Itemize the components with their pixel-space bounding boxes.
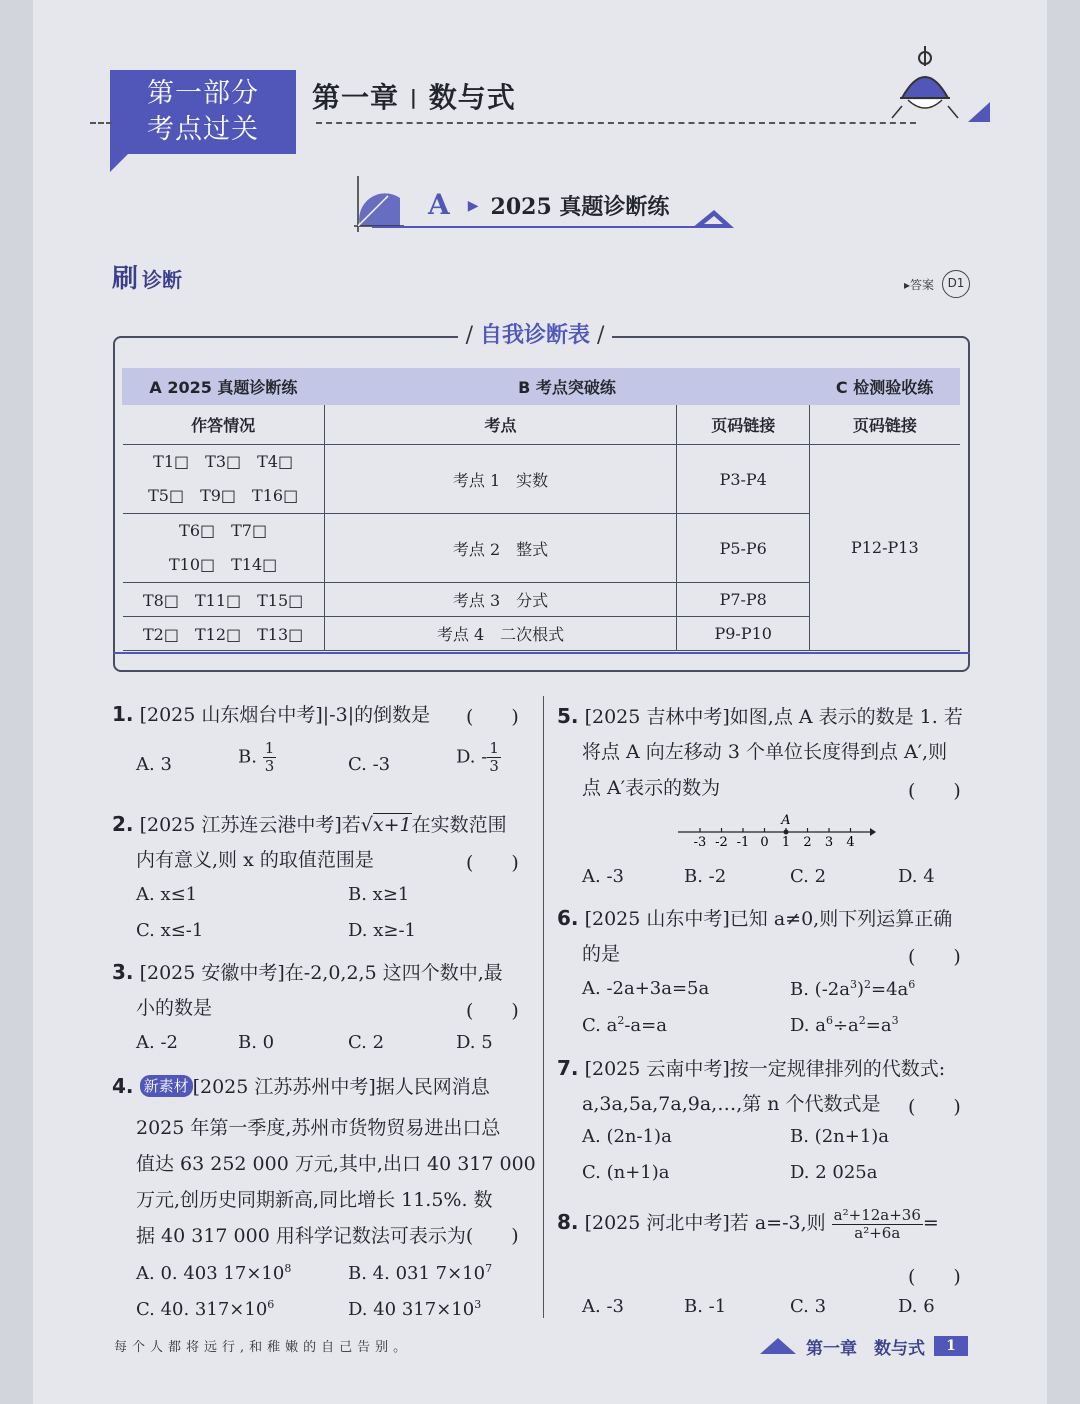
question-number: 1.	[112, 702, 134, 726]
option-b[interactable]: B. x≥1	[348, 884, 410, 905]
page-number: 1	[934, 1336, 968, 1356]
question-4: 4. 新素材 [2025 江苏苏州中考]据人民网消息	[112, 1074, 490, 1098]
table-row	[123, 445, 960, 514]
option-d[interactable]: D. 4	[898, 866, 935, 887]
answer-paren[interactable]: ( )	[908, 1096, 961, 1118]
row-questions[interactable]: T2□ T12□ T13□	[123, 617, 325, 651]
question-7: 7. [2025 云南中考]按一定规律排列的代数式:	[557, 1056, 946, 1080]
fraction-expr: $\frac{\text{a²+12a+36}}{\text{a²+6a}}$	[833, 1205, 921, 1242]
option-a[interactable]: A. -3	[582, 1296, 624, 1317]
diagnosis-text: 诊断	[142, 268, 183, 292]
group-a-header: A 2025 真题诊断练	[123, 369, 325, 405]
shua-char: 刷	[112, 264, 139, 294]
row-point: 考点 4 二次根式	[324, 617, 677, 651]
option-c[interactable]: C. 2	[790, 866, 827, 887]
option-b[interactable]: B. -2	[684, 866, 727, 887]
chapter-title	[312, 76, 516, 116]
question-8: 8. [2025 河北中考]若 a=-3,则 $\frac{\text{a²+12a+36}}{\text{a²+6a}}$ =	[557, 1205, 939, 1242]
question-stem-line: 点 A′表示的数为	[582, 777, 721, 799]
question-stem-line[interactable]: 据 40 317 000 用科学记数法可表示为( )	[136, 1225, 519, 1247]
question-1	[112, 696, 430, 733]
part-badge	[110, 70, 296, 154]
option-a[interactable]: A. x≤1	[136, 884, 198, 905]
row-questions[interactable]: T10□ T14□	[168, 555, 278, 574]
column-divider	[543, 696, 544, 1318]
row-pages[interactable]: P3-P4	[677, 445, 810, 514]
row-questions[interactable]: T5□ T9□ T16□	[148, 486, 299, 505]
group-b-header: B 考点突破练	[324, 369, 809, 405]
footer-triangle-icon	[760, 1338, 796, 1354]
answer-paren[interactable]: ( )	[466, 706, 519, 728]
footer-chapter: 第一章 数与式	[806, 1339, 925, 1359]
option-b[interactable]: B. $\frac{1}{3}$	[238, 739, 275, 775]
header-dashline	[316, 122, 916, 124]
tick-label: 0	[760, 835, 769, 850]
option-c[interactable]: C. x≤-1	[136, 920, 204, 941]
option-d[interactable]: D. 5	[456, 1032, 493, 1053]
question-stem-line: a,3a,5a,7a,9a,…,第 n 个代数式是	[582, 1093, 881, 1115]
option-c[interactable]: C. -3	[348, 754, 391, 775]
row-pages[interactable]: P9-P10	[677, 617, 810, 651]
question-stem: [2025 山东烟台中考]|-3|的倒数是	[139, 704, 431, 726]
question-number: 2.	[112, 812, 134, 836]
option-a[interactable]: A. -2	[136, 1032, 178, 1053]
option-a[interactable]: A. -2a+3a=5a	[582, 978, 710, 999]
option-d[interactable]: D. 2 025a	[790, 1162, 878, 1183]
question-stem-line: 内有意义,则 x 的取值范围是	[136, 849, 374, 871]
chapter-number: 第一章	[312, 81, 400, 114]
table-bottom-rule	[113, 652, 970, 654]
question-number: 5.	[557, 704, 579, 728]
option-b[interactable]: B. -1	[684, 1296, 727, 1317]
option-d[interactable]: D. 6	[898, 1296, 935, 1317]
diagnosis-table-title: / 自我诊断表 /	[458, 320, 612, 352]
option-b[interactable]: B. 0	[238, 1032, 275, 1053]
section-letter: A	[428, 188, 450, 221]
option-b[interactable]: B. 4. 031 $7\times 10^7$	[348, 1262, 493, 1284]
section-underline	[372, 226, 712, 228]
option-b[interactable]: B. $(-2a^3)^2=4a^6$	[790, 978, 916, 1000]
question-stem-line: 2025 年第一季度,苏州市货物贸易进出口总	[136, 1117, 501, 1139]
col-point: 考点	[324, 405, 677, 445]
question-number: 4.	[112, 1074, 134, 1098]
question-stem-line: 的是	[582, 943, 621, 965]
answer-paren[interactable]: ( )	[908, 780, 961, 802]
question-number: 3.	[112, 960, 134, 984]
option-d[interactable]: D. - $\frac{1}{3}$	[456, 739, 499, 775]
row-questions[interactable]: T1□ T3□ T4□	[153, 452, 294, 471]
option-c[interactable]: C. $a^2-a=a$	[582, 1014, 667, 1036]
triangle-ruler-icon	[690, 208, 736, 230]
new-material-badge: 新素材	[140, 1075, 193, 1097]
section-title-text: 2025 真题诊断练	[490, 194, 670, 220]
part-line2: 考点过关	[147, 114, 259, 145]
point-a-label: A	[781, 813, 791, 828]
answer-paren[interactable]: ( )	[908, 1266, 961, 1288]
section-title	[428, 188, 669, 221]
question-stem-line: 值达 63 252 000 万元,其中,出口 40 317 000	[136, 1153, 536, 1175]
answer-paren[interactable]: ( )	[466, 1000, 519, 1022]
answer-link[interactable]: ▸答案	[904, 278, 935, 292]
corner-triangle-icon	[968, 102, 990, 122]
chapter-name: 数与式	[428, 81, 516, 114]
option-d[interactable]: D. 40 $317\times 10^3$	[348, 1298, 482, 1320]
option-c[interactable]: C. 3	[790, 1296, 827, 1317]
tick-label: 2	[803, 835, 812, 850]
answer-page-badge[interactable]: D1	[942, 270, 970, 298]
play-arrow-icon: ▶	[467, 198, 479, 214]
question-2: 2. [2025 江苏连云港中考]若√x+1在实数范围	[112, 812, 507, 836]
col-pages-c: 页码链接	[810, 405, 960, 445]
option-a[interactable]: A. 0. 403 $17\times 10^8$	[136, 1262, 292, 1284]
lamp-icon	[890, 46, 960, 136]
group-c-header: C 检测验收练	[810, 369, 960, 405]
tick-label: -3	[693, 835, 707, 850]
option-c[interactable]: C. 40. $317\times 10^6$	[136, 1298, 275, 1320]
option-a[interactable]: A. 3	[136, 754, 172, 775]
answer-paren[interactable]: ( )	[466, 852, 519, 874]
tick-label: 3	[824, 835, 834, 850]
row-point: 考点 3 分式	[324, 583, 677, 617]
radicand: x+1	[372, 814, 412, 836]
c-pages[interactable]: P12-P13	[810, 445, 960, 651]
col-answer-status: 作答情况	[123, 405, 325, 445]
footer-motto: 每个人都将远行,和稚嫩的自己告别。	[114, 1340, 412, 1355]
option-c[interactable]: C. 2	[348, 1032, 385, 1053]
option-d[interactable]: D. $a^6\div a^2=a^3$	[790, 1014, 899, 1036]
sqrt-icon: √	[360, 814, 373, 836]
question-stem-line: 将点 A 向左移动 3 个单位长度得到点 A′,则	[582, 741, 948, 763]
option-a[interactable]: A. -3	[582, 866, 624, 887]
point-a-dot	[784, 830, 789, 835]
question-stem-line: 小的数是	[136, 997, 213, 1019]
row-pages[interactable]: P7-P8	[677, 583, 810, 617]
chapter-separator: |	[409, 85, 419, 109]
header-dashline-left	[90, 122, 112, 124]
answer-paren[interactable]: ( )	[908, 946, 961, 968]
option-a[interactable]: A. (2n-1)a	[582, 1126, 672, 1147]
number-line	[676, 810, 876, 852]
part-line1: 第一部分	[147, 78, 259, 109]
question-5: 5. [2025 吉林中考]如图,点 A 表示的数是 1. 若	[557, 704, 963, 728]
option-d[interactable]: D. x≥-1	[348, 920, 417, 941]
row-pages[interactable]: P5-P6	[677, 514, 810, 583]
tick-label: 1	[781, 835, 791, 850]
row-questions[interactable]: T6□ T7□	[179, 521, 268, 540]
question-number: 7.	[557, 1056, 579, 1080]
diagnosis-table	[122, 368, 960, 651]
diagnosis-label	[112, 258, 182, 295]
question-6: 6. [2025 山东中考]已知 a≠0,则下列运算正确	[557, 906, 953, 930]
tick-label: -2	[715, 835, 728, 850]
option-c[interactable]: C. (n+1)a	[582, 1162, 670, 1183]
question-3: 3. [2025 安徽中考]在-2,0,2,5 这四个数中,最	[112, 960, 503, 984]
part-badge-tail	[110, 150, 132, 172]
option-b[interactable]: B. (2n+1)a	[790, 1126, 890, 1147]
row-point: 考点 1 实数	[324, 445, 677, 514]
row-questions[interactable]: T8□ T11□ T15□	[123, 583, 325, 617]
question-number: 6.	[557, 906, 579, 930]
row-point: 考点 2 整式	[324, 514, 677, 583]
question-stem-line: 万元,创历史同期新高,同比增长 11.5%. 数	[136, 1189, 493, 1211]
tick-label: 4	[846, 835, 855, 850]
col-pages-b: 页码链接	[677, 405, 810, 445]
tick-label: -1	[736, 835, 750, 850]
question-number: 8.	[557, 1210, 579, 1234]
